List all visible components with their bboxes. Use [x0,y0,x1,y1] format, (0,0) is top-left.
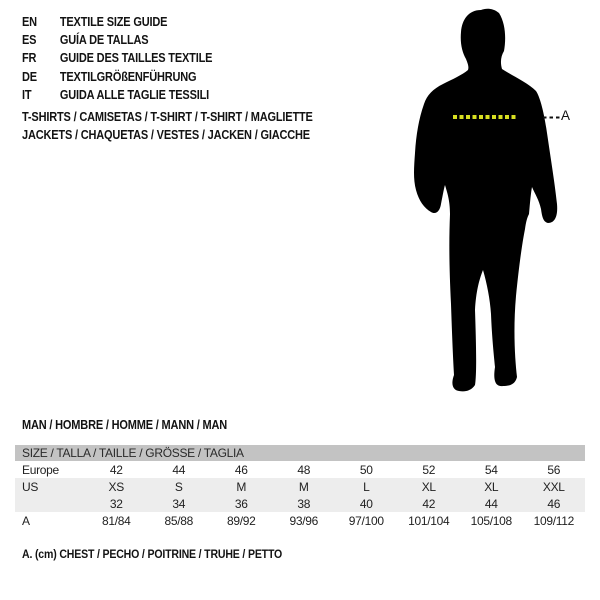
size-cell: 56 [547,462,561,477]
footnote: A. (cm) CHEST / PECHO / POITRINE / TRUHE / PETTO [22,547,283,561]
table-row-us-numeric [15,495,585,512]
language-row [22,13,212,31]
size-cell: 46 [234,462,248,477]
figure-area [403,4,598,396]
row-label: Europe [22,462,59,477]
measure-a-label: A [561,108,571,123]
language-label: GUIDA ALLE TAGLIE TESSILI [59,87,210,102]
size-table-header-row [15,445,585,461]
language-code: IT [22,87,32,102]
size-cell: XS [85,478,148,495]
language-row [22,31,212,49]
size-cell: 48 [297,462,311,477]
table-row-us-letters [15,478,585,495]
size-cell: 52 [422,462,436,477]
size-cell: 42 [109,462,123,477]
table-row-europe [15,461,585,478]
size-cell: M [273,478,336,495]
size-cell: 101/104 [408,513,450,528]
size-cell: 97/100 [348,513,384,528]
size-cell: 93/96 [289,513,319,528]
row-label: US [15,478,85,495]
size-cell: M [210,478,273,495]
language-code: EN [22,15,37,29]
size-cell: XL [398,478,461,495]
language-code: ES [22,33,37,48]
size-cell: 34 [148,495,211,512]
man-silhouette-shape [414,9,557,392]
size-cell: 44 [172,462,186,477]
size-cell: S [148,478,211,495]
size-cell: 50 [359,462,373,477]
man-silhouette [403,4,573,394]
size-cell: 32 [85,495,148,512]
row-label [15,495,85,512]
size-cell: 109/112 [533,513,574,528]
language-list [22,13,212,104]
language-label: TEXTILGRÖßENFÜHRUNG [59,69,197,84]
size-table [15,445,585,529]
size-cell: XL [460,478,523,495]
size-cell: L [335,478,398,495]
row-label: A [22,513,30,528]
size-table-header: SIZE / TALLA / TAILLE / GRÖSSE / TAGLIA [15,445,585,461]
size-cell: 44 [460,495,523,512]
size-cell: 54 [484,462,498,477]
size-cell: 89/92 [226,513,256,528]
size-cell: 105/108 [470,513,512,528]
jackets-line: JACKETS / CHAQUETAS / VESTES / JACKEN / GIACCHE [22,128,310,142]
size-cell: 36 [210,495,273,512]
language-row [22,49,212,67]
language-row [22,68,212,86]
size-cell: 46 [523,495,586,512]
man-section-heading: MAN / HOMBRE / HOMME / MANN / MAN [22,418,228,432]
language-label: TEXTILE SIZE GUIDE [59,15,168,29]
tshirts-line: T-SHIRTS / CAMISETAS / T-SHIRT / T-SHIRT / MAGLIETTE [22,110,313,124]
size-cell: 81/84 [101,513,131,528]
size-cell: XXL [523,478,586,495]
language-label: GUIDE DES TAILLES TEXTILE [59,51,213,66]
category-lines [22,108,313,144]
size-cell: 40 [335,495,398,512]
language-row [22,86,212,104]
size-cell: 85/88 [164,513,194,528]
table-row-chest-a [15,512,585,529]
language-code: FR [22,51,37,66]
size-cell: 38 [273,495,336,512]
size-cell: 42 [398,495,461,512]
language-code: DE [22,69,37,84]
language-label: GUÍA DE TALLAS [59,33,149,48]
